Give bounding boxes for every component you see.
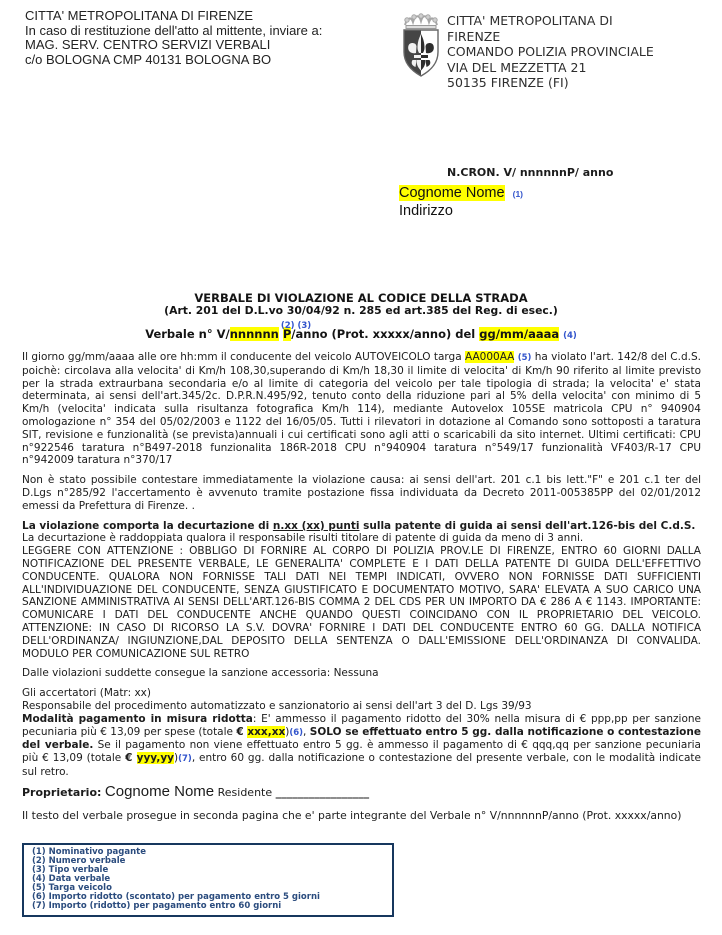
title-block [0, 292, 722, 343]
address-line: COMANDO POLIZIA PROVINCIALE [447, 44, 654, 60]
recipient-address: Indirizzo [399, 203, 453, 219]
legend-item: (3) Tipo verbale [32, 865, 109, 876]
legend-item: (1) Nominativo pagante [32, 847, 146, 858]
address-line: CITTA' METROPOLITANA DI [447, 13, 613, 28]
address-line: c/o BOLOGNA CMP 40131 BOLOGNA BO [25, 51, 272, 67]
legend-item: (4) Data verbale [32, 874, 111, 885]
legend-item: (2) Numero verbale [32, 856, 126, 867]
address-line: MAG. SERV. CENTRO SERVIZI VERBALI [25, 37, 271, 53]
document-body [22, 351, 701, 917]
office-address-block [447, 13, 687, 91]
address-line: In caso di restituzione dell'atto al mittente, inviare a: [25, 22, 323, 38]
document-subtitle: (Art. 201 del D.L.vo 30/04/92 n. 285 ed art.385 del Reg. di esec.) [164, 304, 558, 317]
payment-terms: Modalità pagamento in misura ridotta: E' ammesso il pagamento ridotto del 30% nella misura di € ppp,pp per sanzione pecuniaria più € 13,09 per spese (totale € xxx,xx)(6), SOLO se effettuato entro 5 gg. dalla notificazione o contestazione del verbale. Se il pagamento non viene effettuato entro 5 gg. è ammesso il pagamento di € qqq,qq per sanzione pecuniaria più € 13,09 (totale € yyy,yy)(7), entro 60 gg. dalla notificazione o contestazione del presente verbale, con le modalità indicate sul retro. [22, 712, 701, 778]
verbale-number-line: Verbale n° V/nnnnnn P/anno (Prot. xxxxx/anno) del gg/mm/aaaa (4) [145, 327, 577, 341]
address-line: FIRENZE [447, 28, 501, 44]
owner-line: Proprietario: Cognome Nome Residente _________________ [22, 782, 370, 800]
return-address-block [25, 9, 322, 67]
address-line: VIA DEL MEZZETTA 21 [447, 59, 587, 75]
florence-coat-of-arms-icon [399, 12, 443, 78]
violation-description: Il giorno gg/mm/aaaa alle ore hh:mm il conducente del veicolo AUTOVEICOLO targa AA000AA (5) ha violato l'art. 142/8 del C.d.S. poichè: circolava alla velocita' di Km/h 108,30,superando di Km/h 18,30 il limite di velocita' di Km/h 90 riferito al limite previsto per la strada extraurbana secondaria e/o al limite di categoria del veicolo per tale tipologia di strada; la velocita' e' stata determinata, ai sensi dell'art.345/2c. D.P.R.N.495/92, tenuto conto della riduzione pari al 5% della velocita' con minimo di 5 Km/h (velocita' indicata sulla risultanza fotografica Km/h 114), mediante Autovelox 105SE matricola CPU n° 940904 omologazione n° 354 del 05/02/2003 e 1122 del 16/05/05. Tutti i rilevatori in dotazione al Comando sono sottoposti a taratura SIT, revisione e funzionalità (se prevista)annuali i cui certificati sono agli atti o scaricabili da sito internet. Ultimi certificati: CPU n°922546 taratura n°B497-2018 funzionalita 186R-2018 CPU n°940904 taratura n°549/17 funzionalità VF403/R-17 CPU n°942009 taratura n°370/17 [22, 351, 701, 467]
points-doubling-line: La decurtazione è raddoppiata qualora il responsabile risulti titolare di patente di guida da meno di 3 anni. [22, 532, 584, 545]
footnote-markers: (2) (3) [280, 320, 312, 331]
payment-section [22, 687, 701, 779]
continuation-line: Il testo del verbale prosegue in seconda pagina che e' parte integrante del Verbale n° V/nnnnnnP/anno (Prot. xxxxx/anno) [22, 808, 682, 822]
accessory-sanction-line: Dalle violazioni suddette consegue la sanzione accessoria: Nessuna [22, 667, 379, 680]
points-deduction-line: La violazione comporta la decurtazione di n.xx (xx) punti sulla patente di guida ai sensi dell'art.126-bis del C.d.S. [22, 519, 696, 532]
responsible-line: Responsabile del procedimento automatizzato e sanzionatorio ai sensi dell'art 3 del D. Lgs 39/93 [22, 699, 532, 712]
address-line: CITTA' METROPOLITANA DI FIRENZE [25, 8, 254, 23]
points-deduction-notice [22, 520, 701, 661]
recipient-block [399, 185, 523, 220]
driver-data-obligation: LEGGERE CON ATTENZIONE : OBBLIGO DI FORNIRE AL CORPO DI POLIZIA PROV.LE DI FIRENZE, ENTRO 60 GIORNI DALLA NOTIFICAZIONE DEL PRESENTE VERBALE, LE GENERALITA' COMPLETE E I DATI DELLA PATENTE DI GUIDA DELL'EFFETTIVO CONDUCENTE. QUALORA NON FORNISSE TALI DATI NEI TEMPI INDICATI, OVVERO NON FORNISSE DATI SUFFICIENTI ALL'INDIVIDUAZIONE DEL CONDUCENTE, SENZA GIUSTIFICATO E DOCUMENTATO MOTIVO, SARA' ELEVATA A SUO CARICO UNA SANZIONE AMMINISTRATIVA AI SENSI DELL'ART.126-BIS COMMA 2 DEL CDS PER UN IMPORTO DA € 286 A € 1143. IMPORTANTE: COMUNICARE I DATI DEL CONDUCENTE ANCHE QUANDO QUESTI COINCIDANO CON IL PROPRIETARIO DEL VEICOLO. ATTENZIONE: IN CASO DI RICORSO LA S.V. DOVRA' FORNIRE I DATI DEL CONDUCENTE ENTRO 60 GG. DALLA NOTIFICA DELL'ORDINANZA/ INGIUNZIONE,DAL DEPOSITO DELLA SENTENZA O DALL'EMISSIONE DELL'ORDINANZA DI CONVALIDA. MODULO PER COMUNICAZIONE SUL RETRO [22, 545, 701, 660]
footnote-markers-line [0, 318, 722, 331]
legend-item: (7) Importo (ridotto) per pagamento entro 60 giorni [32, 901, 282, 912]
legend-item: (6) Importo ridotto (scontato) per pagamento entro 5 giorni [32, 892, 320, 903]
address-line: 50135 FIRENZE (FI) [447, 75, 569, 91]
document-title: VERBALE DI VIOLAZIONE AL CODICE DELLA STRADA [194, 291, 528, 305]
legend-item: (5) Targa veicolo [32, 883, 112, 894]
officers-line: Gli accertatori (Matr: xx) [22, 687, 151, 700]
recipient-name-footnote: (1) [512, 189, 523, 199]
notification-reason: Non è stato possibile contestare immediatamente la violazione causa: ai sensi dell'art. 201 c.1 bis lett."F" e 201 c.1 ter del D.Lgs n°285/92 l'accertamento è avvenuto tramite postazione fissa individuata da Decreto 2011-005385PP del 02/01/2012 emessi da Prefettura di Firenze. . [22, 474, 701, 512]
legend-box [22, 843, 394, 917]
cron-number: N.CRON. V/ nnnnnnP/ anno [447, 166, 614, 179]
recipient-name: Cognome Nome [399, 185, 505, 201]
recipient-name-line [399, 185, 523, 203]
